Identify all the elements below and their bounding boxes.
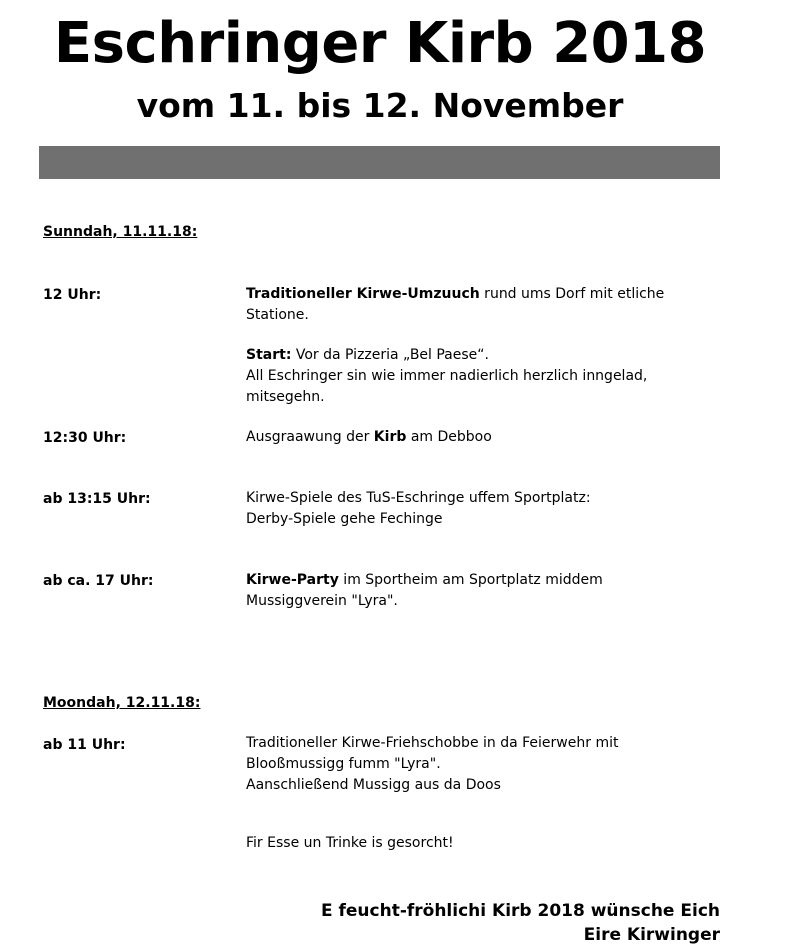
event-line: [246, 427, 716, 448]
event-text: Vor da Pizzeria „Bel Paese“.: [291, 347, 489, 363]
event-line: Aanschließend Mussigg aus da Doos: [246, 777, 501, 793]
event-line: [246, 345, 716, 366]
event-line: Blooßmussigg fumm "Lyra".: [246, 756, 441, 772]
event-line: [246, 284, 716, 305]
event-text: rund ums Dorf mit etliche: [479, 286, 665, 302]
event-highlight: Kirwe-Party: [246, 572, 339, 588]
day-heading-sunday: Sunndah, 11.11.18:: [43, 224, 198, 240]
day-heading-monday: Moondah, 12.11.18:: [43, 695, 201, 711]
page-subtitle: vom 11. bis 12. November: [136, 86, 624, 125]
event-line: Derby-Spiele gehe Fechinge: [246, 511, 443, 527]
event-time: ab ca. 17 Uhr:: [43, 573, 154, 589]
event-description: [246, 284, 716, 326]
event-description: [246, 427, 716, 448]
event-line: [246, 570, 716, 591]
event-description: [246, 570, 716, 612]
event-line: All Eschringer sin wie immer nadierlich herzlich inngelad,: [246, 368, 648, 384]
event-line: Fir Esse un Trinke is gesorcht!: [246, 835, 454, 851]
event-highlight: Traditioneller Kirwe-Umzuuch: [246, 286, 480, 302]
event-description: [246, 733, 716, 796]
event-highlight: Start:: [246, 347, 292, 363]
event-time: 12:30 Uhr:: [43, 430, 127, 446]
event-time: ab 11 Uhr:: [43, 737, 126, 753]
event-line: Kirwe-Spiele des TuS-Eschringe uffem Sportplatz:: [246, 490, 591, 506]
event-text: im Sportheim am Sportplatz middem: [338, 572, 603, 588]
event-line: Statione.: [246, 307, 309, 323]
page-title: Eschringer Kirb 2018: [53, 11, 707, 76]
header-divider-bar: [39, 146, 720, 179]
event-time: ab 13:15 Uhr:: [43, 491, 151, 507]
event-start-info: [246, 345, 716, 408]
catering-note: [246, 833, 716, 854]
event-line: Traditioneller Kirwe-Friehschobbe in da Feierwehr mit: [246, 735, 619, 751]
event-text: am Debboo: [406, 429, 492, 445]
event-highlight: Kirb: [373, 429, 407, 445]
event-description: [246, 488, 716, 530]
footer-wishes: E feucht-fröhlichi Kirb 2018 wünsche Eich: [320, 901, 720, 921]
footer-signature: Eire Kirwinger: [583, 925, 720, 945]
event-line: mitsegehn.: [246, 389, 325, 405]
event-time: 12 Uhr:: [43, 287, 102, 303]
event-text: Ausgraawung der: [246, 429, 374, 445]
event-line: Mussiggverein "Lyra".: [246, 593, 398, 609]
